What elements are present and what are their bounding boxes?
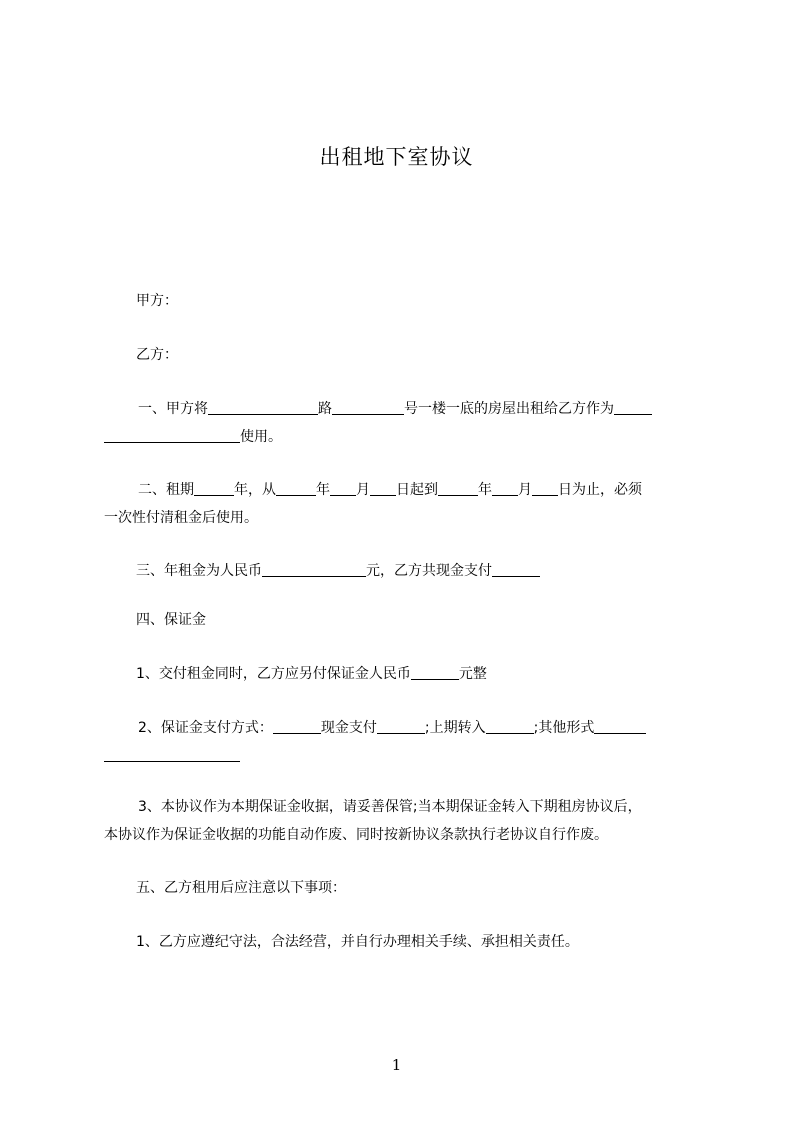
clause-3: 三、年租金为人民币 元，乙方共现金支付 [104, 557, 702, 585]
clause-4-1: 1、交付租金同时，乙方应另付保证金人民币 元整 [136, 666, 487, 682]
blank-field [330, 481, 356, 496]
blank-field [532, 481, 558, 496]
blank-field [438, 481, 478, 496]
party-b-label: 乙方： [136, 347, 178, 363]
clause-4-heading: 四、保证金 [136, 612, 206, 628]
blank-field [492, 562, 540, 577]
blank-field [332, 400, 404, 415]
blank-field [411, 665, 459, 680]
blank-field [273, 719, 321, 734]
blank-field [377, 719, 425, 734]
blank-field [614, 400, 652, 415]
clause-5-1: 1、乙方应遵纪守法，合法经营，并自行办理相关手续、承担相关责任。 [136, 934, 579, 950]
clause-4-2: 2、保证金支付方式： 现金支付 ;上期转入 ;其他形式 [104, 714, 702, 770]
clause-1: 一、甲方将 路 号一楼一底的房屋出租给乙方作为 使用。 [104, 395, 702, 451]
blank-field [594, 719, 646, 734]
page-number: 1 [391, 1056, 402, 1074]
blank-field [492, 481, 518, 496]
blank-field [194, 481, 234, 496]
clause-2: 二、租期 年，从 年 月 日起到 年 月 日为止，必须 一次性付清租金后使用。 [104, 482, 642, 526]
party-a-label: 甲方： [136, 293, 178, 309]
blank-field [486, 719, 534, 734]
blank-field [208, 400, 318, 415]
blank-field [104, 428, 240, 443]
blank-field [276, 481, 316, 496]
clause-4-3: 3、本协议作为本期保证金收据，请妥善保管;当本期保证金转入下期租房协议后， 本协议作为保证金收据的功能自动作废、同时按新协议条款执行老协议自行作废。 [104, 799, 642, 843]
blank-field [104, 747, 240, 762]
document-title: 出租地下室协议 [319, 145, 474, 169]
clause-5-heading: 五、乙方租用后应注意以下事项： [136, 880, 346, 896]
blank-field [370, 481, 396, 496]
blank-field [262, 562, 366, 577]
